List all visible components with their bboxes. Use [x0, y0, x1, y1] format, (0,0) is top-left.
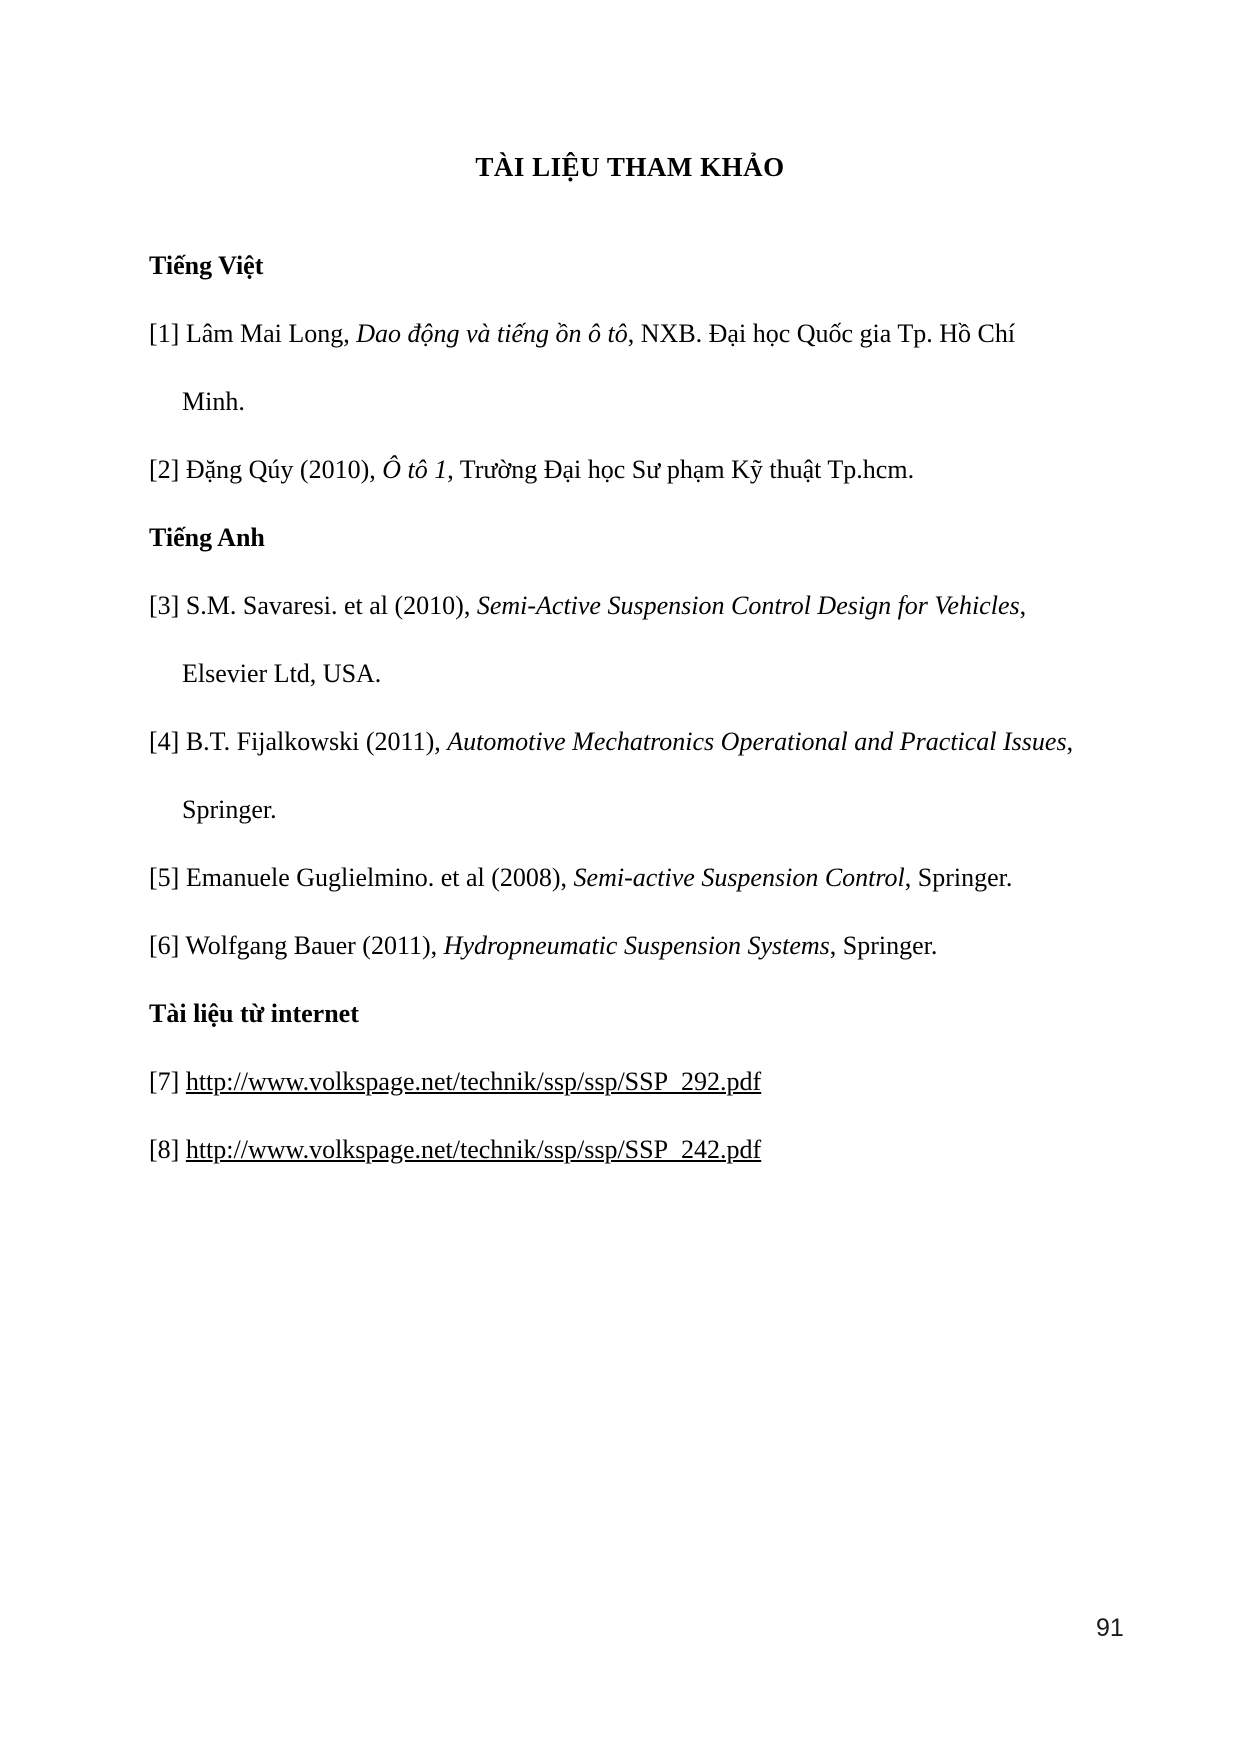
reference-1-line-2-text-0: Minh. [182, 387, 245, 416]
reference-3-line-2 [149, 640, 1111, 708]
reference-3-line-2-text-0: Elsevier Ltd, USA. [182, 659, 382, 688]
reference-6-text-1: Hydropneumatic Suspension Systems [443, 931, 830, 960]
references-content [149, 133, 1111, 1184]
reference-2-text-2: , Trường Đại học Sư phạm Kỹ thuật Tp.hcm. [447, 455, 915, 484]
reference-3-line-1-text-2: , [1019, 591, 1027, 620]
reference-2-text-0: [2] Đặng Qúy (2010), [149, 455, 383, 484]
reference-4-line-1 [149, 708, 1111, 776]
reference-1-line-1-text-1: Dao động và tiếng ồn ô tô [356, 319, 628, 348]
reference-1-line-2 [149, 368, 1111, 436]
reference-7-text-0: [7] [149, 1067, 186, 1096]
reference-4-line-1-text-1: Automotive Mechatronics Operational and Practical Issues [447, 727, 1067, 756]
section-heading-tieng-anh: Tiếng Anh [149, 523, 265, 552]
reference-8-url-link[interactable]: http://www.volkspage.net/technik/ssp/ssp/SSP_242.pdf [185, 1135, 762, 1164]
reference-8-text-0: [8] [149, 1135, 186, 1164]
reference-3-line-1-text-0: [3] S.M. Savaresi. et al (2010), [149, 591, 477, 620]
reference-2 [149, 436, 1111, 504]
reference-1-line-1 [149, 300, 1111, 368]
reference-6-text-0: [6] Wolfgang Bauer (2011), [149, 931, 444, 960]
reference-1-line-1-text-0: [1] Lâm Mai Long, [149, 319, 357, 348]
references-list [149, 232, 1111, 1184]
reference-5-text-0: [5] Emanuele Guglielmino. et al (2008), [149, 863, 574, 892]
reference-3-line-1-text-1: Semi-Active Suspension Control Design for Vehicles [476, 591, 1020, 620]
reference-2-text-1: Ô tô 1 [382, 455, 448, 484]
reference-4-line-2 [149, 776, 1111, 844]
reference-8 [149, 1116, 1111, 1184]
reference-5-text-1: Semi-active Suspension Control [573, 863, 905, 892]
reference-1-line-1-text-2: , NXB. Đại học Quốc gia Tp. Hồ Chí [627, 319, 1016, 348]
reference-6 [149, 912, 1111, 980]
reference-5-text-2: , Springer. [904, 863, 1013, 892]
reference-5 [149, 844, 1111, 912]
reference-6-text-2: , Springer. [829, 931, 938, 960]
reference-4-line-2-text-0: Springer. [182, 795, 277, 824]
section-heading-tai-lieu-tu-internet: Tài liệu từ internet [149, 999, 359, 1028]
reference-3-line-1 [149, 572, 1111, 640]
page-title: TÀI LIỆU THAM KHẢO [475, 152, 785, 182]
section-heading-tieng-viet: Tiếng Việt [149, 251, 264, 280]
reference-7 [149, 1048, 1111, 1116]
reference-7-url-link[interactable]: http://www.volkspage.net/technik/ssp/ssp/SSP_292.pdf [185, 1067, 762, 1096]
page-number: 91 [1096, 1614, 1124, 1642]
reference-4-line-1-text-2: , [1066, 727, 1074, 756]
reference-4-line-1-text-0: [4] B.T. Fijalkowski (2011), [149, 727, 448, 756]
